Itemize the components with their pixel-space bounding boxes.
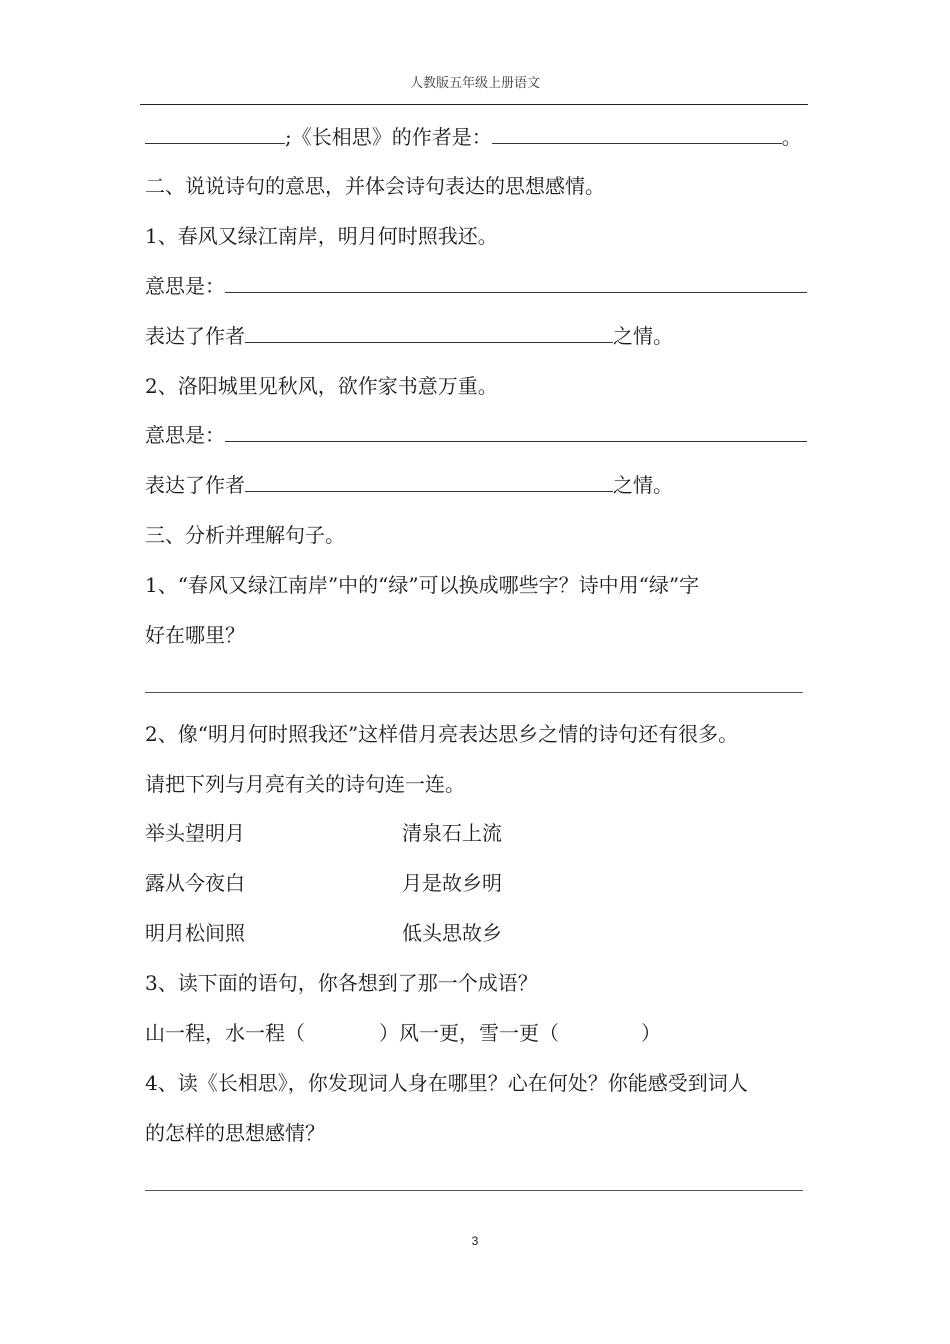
author-answer-blank[interactable] (492, 125, 782, 144)
meaning-answer-blank[interactable] (225, 274, 807, 293)
idiom-close: ） (641, 1021, 661, 1045)
period: 。 (781, 125, 802, 149)
question-3-2-line-2: 请把下列与月亮有关的诗句连一连。 (145, 772, 465, 796)
question-3-4-line-2: 的怎样的思想感情？ (145, 1121, 325, 1145)
meaning-label: 意思是： (145, 274, 225, 298)
feeling-suffix: 之情。 (613, 324, 673, 348)
author-question-line (145, 123, 802, 151)
poem-line-1: 1、春风又绿江南岸，明月何时照我还。 (145, 224, 498, 248)
feeling-answer-blank[interactable] (245, 473, 613, 492)
page-header: 人教版五年级上册语文 (409, 76, 540, 91)
section-3-heading: 三、分析并理解句子。 (145, 523, 345, 547)
match-right-item[interactable]: 清泉石上流 (402, 821, 502, 845)
feeling-row-1 (145, 322, 673, 350)
header-rule (140, 104, 808, 105)
feeling-label: 表达了作者 (145, 324, 245, 348)
question-3-1-line-1: 1、“春风又绿江南岸”中的“绿”可以换成哪些字？诗中用“绿”字 (145, 573, 700, 597)
idiom-row (145, 1019, 661, 1047)
answer-line[interactable] (145, 1190, 803, 1191)
answer-blank[interactable] (145, 125, 285, 144)
question-3-1-line-2: 好在哪里？ (145, 623, 245, 647)
feeling-suffix: 之情。 (613, 473, 673, 497)
feeling-row-2 (145, 471, 673, 499)
meaning-row-2 (145, 421, 807, 449)
separator: ; (285, 125, 292, 149)
author-question: 《长相思》的作者是： (291, 125, 492, 149)
page-number: 3 (471, 1234, 479, 1248)
match-left-item[interactable]: 举头望明月 (145, 821, 245, 845)
match-right-item[interactable]: 低头思故乡 (402, 921, 502, 945)
meaning-label: 意思是： (145, 423, 225, 447)
meaning-row-1 (145, 272, 807, 300)
question-3-2-line-1: 2、像“明月何时照我还”这样借月亮表达思乡之情的诗句还有很多。 (145, 722, 739, 746)
poem-line-2: 2、洛阳城里见秋风，欲作家书意万重。 (145, 374, 498, 398)
match-left-item[interactable]: 露从今夜白 (145, 871, 245, 895)
feeling-answer-blank[interactable] (245, 324, 613, 343)
match-right-item[interactable]: 月是故乡明 (402, 871, 502, 895)
meaning-answer-blank[interactable] (225, 423, 807, 442)
question-3-3-line-1: 3、读下面的语句，你各想到了那一个成语？ (145, 971, 538, 995)
match-left-item[interactable]: 明月松间照 (145, 921, 245, 945)
idiom-prompt-1: 山一程，水一程（ (145, 1021, 305, 1045)
question-3-4-line-1: 4、读《长相思》，你发现词人身在哪里？心在何处？你能感受到词人 (145, 1071, 748, 1095)
answer-line[interactable] (145, 692, 803, 693)
feeling-label: 表达了作者 (145, 473, 245, 497)
section-2-heading: 二、说说诗句的意思，并体会诗句表达的思想感情。 (145, 174, 605, 198)
idiom-prompt-2: ）风一更，雪一更（ (379, 1021, 559, 1045)
